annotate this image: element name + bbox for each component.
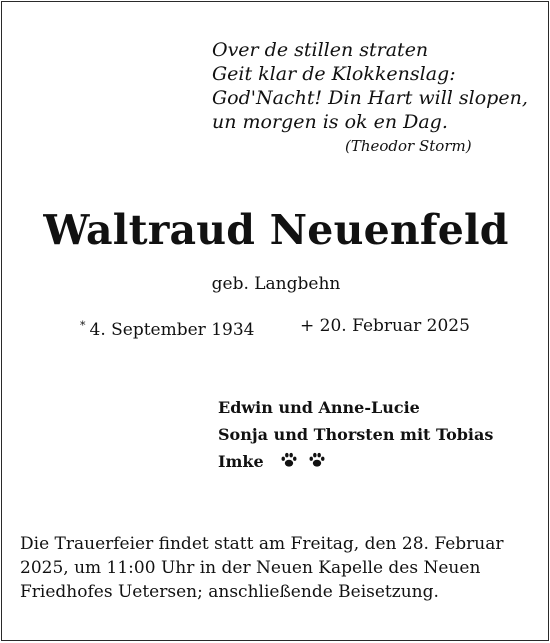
poem-line: God'Nacht! Din Hart will slopen, [212, 87, 528, 109]
family-member-name: Imke [218, 452, 264, 471]
paw-print-icon [280, 451, 298, 469]
maiden-name: geb. Langbehn [211, 274, 341, 294]
obituary-notice [1, 1, 549, 641]
poem [212, 38, 532, 157]
funeral-service-info: Die Trauerfeier findet statt am Freitag, den 28. Februar 2025, um 11:00 Uhr in der Neuen Kapelle des Neuen Friedhofes Uetersen; anschließende Beisetzung. [20, 534, 504, 602]
family-list [218, 394, 493, 475]
birth-symbol: * [80, 319, 86, 332]
death-date: + 20. Februar 2025 [300, 316, 470, 336]
poem-author: (Theodor Storm) [345, 137, 472, 155]
birth-date-group [80, 314, 254, 342]
poem-line: Over de stillen straten [212, 39, 429, 61]
poem-line: Geit klar de Klokkenslag: [212, 63, 456, 85]
family-member [218, 448, 493, 475]
paw-print-icon [308, 451, 326, 469]
family-member: Sonja und Thorsten mit Tobias [218, 425, 494, 444]
family-member: Edwin und Anne-Lucie [218, 398, 420, 417]
deceased-name: Waltraud Neuenfeld [43, 206, 509, 254]
poem-line: un morgen is ok en Dag. [212, 111, 448, 133]
birth-date: 4. September 1934 [89, 320, 255, 340]
